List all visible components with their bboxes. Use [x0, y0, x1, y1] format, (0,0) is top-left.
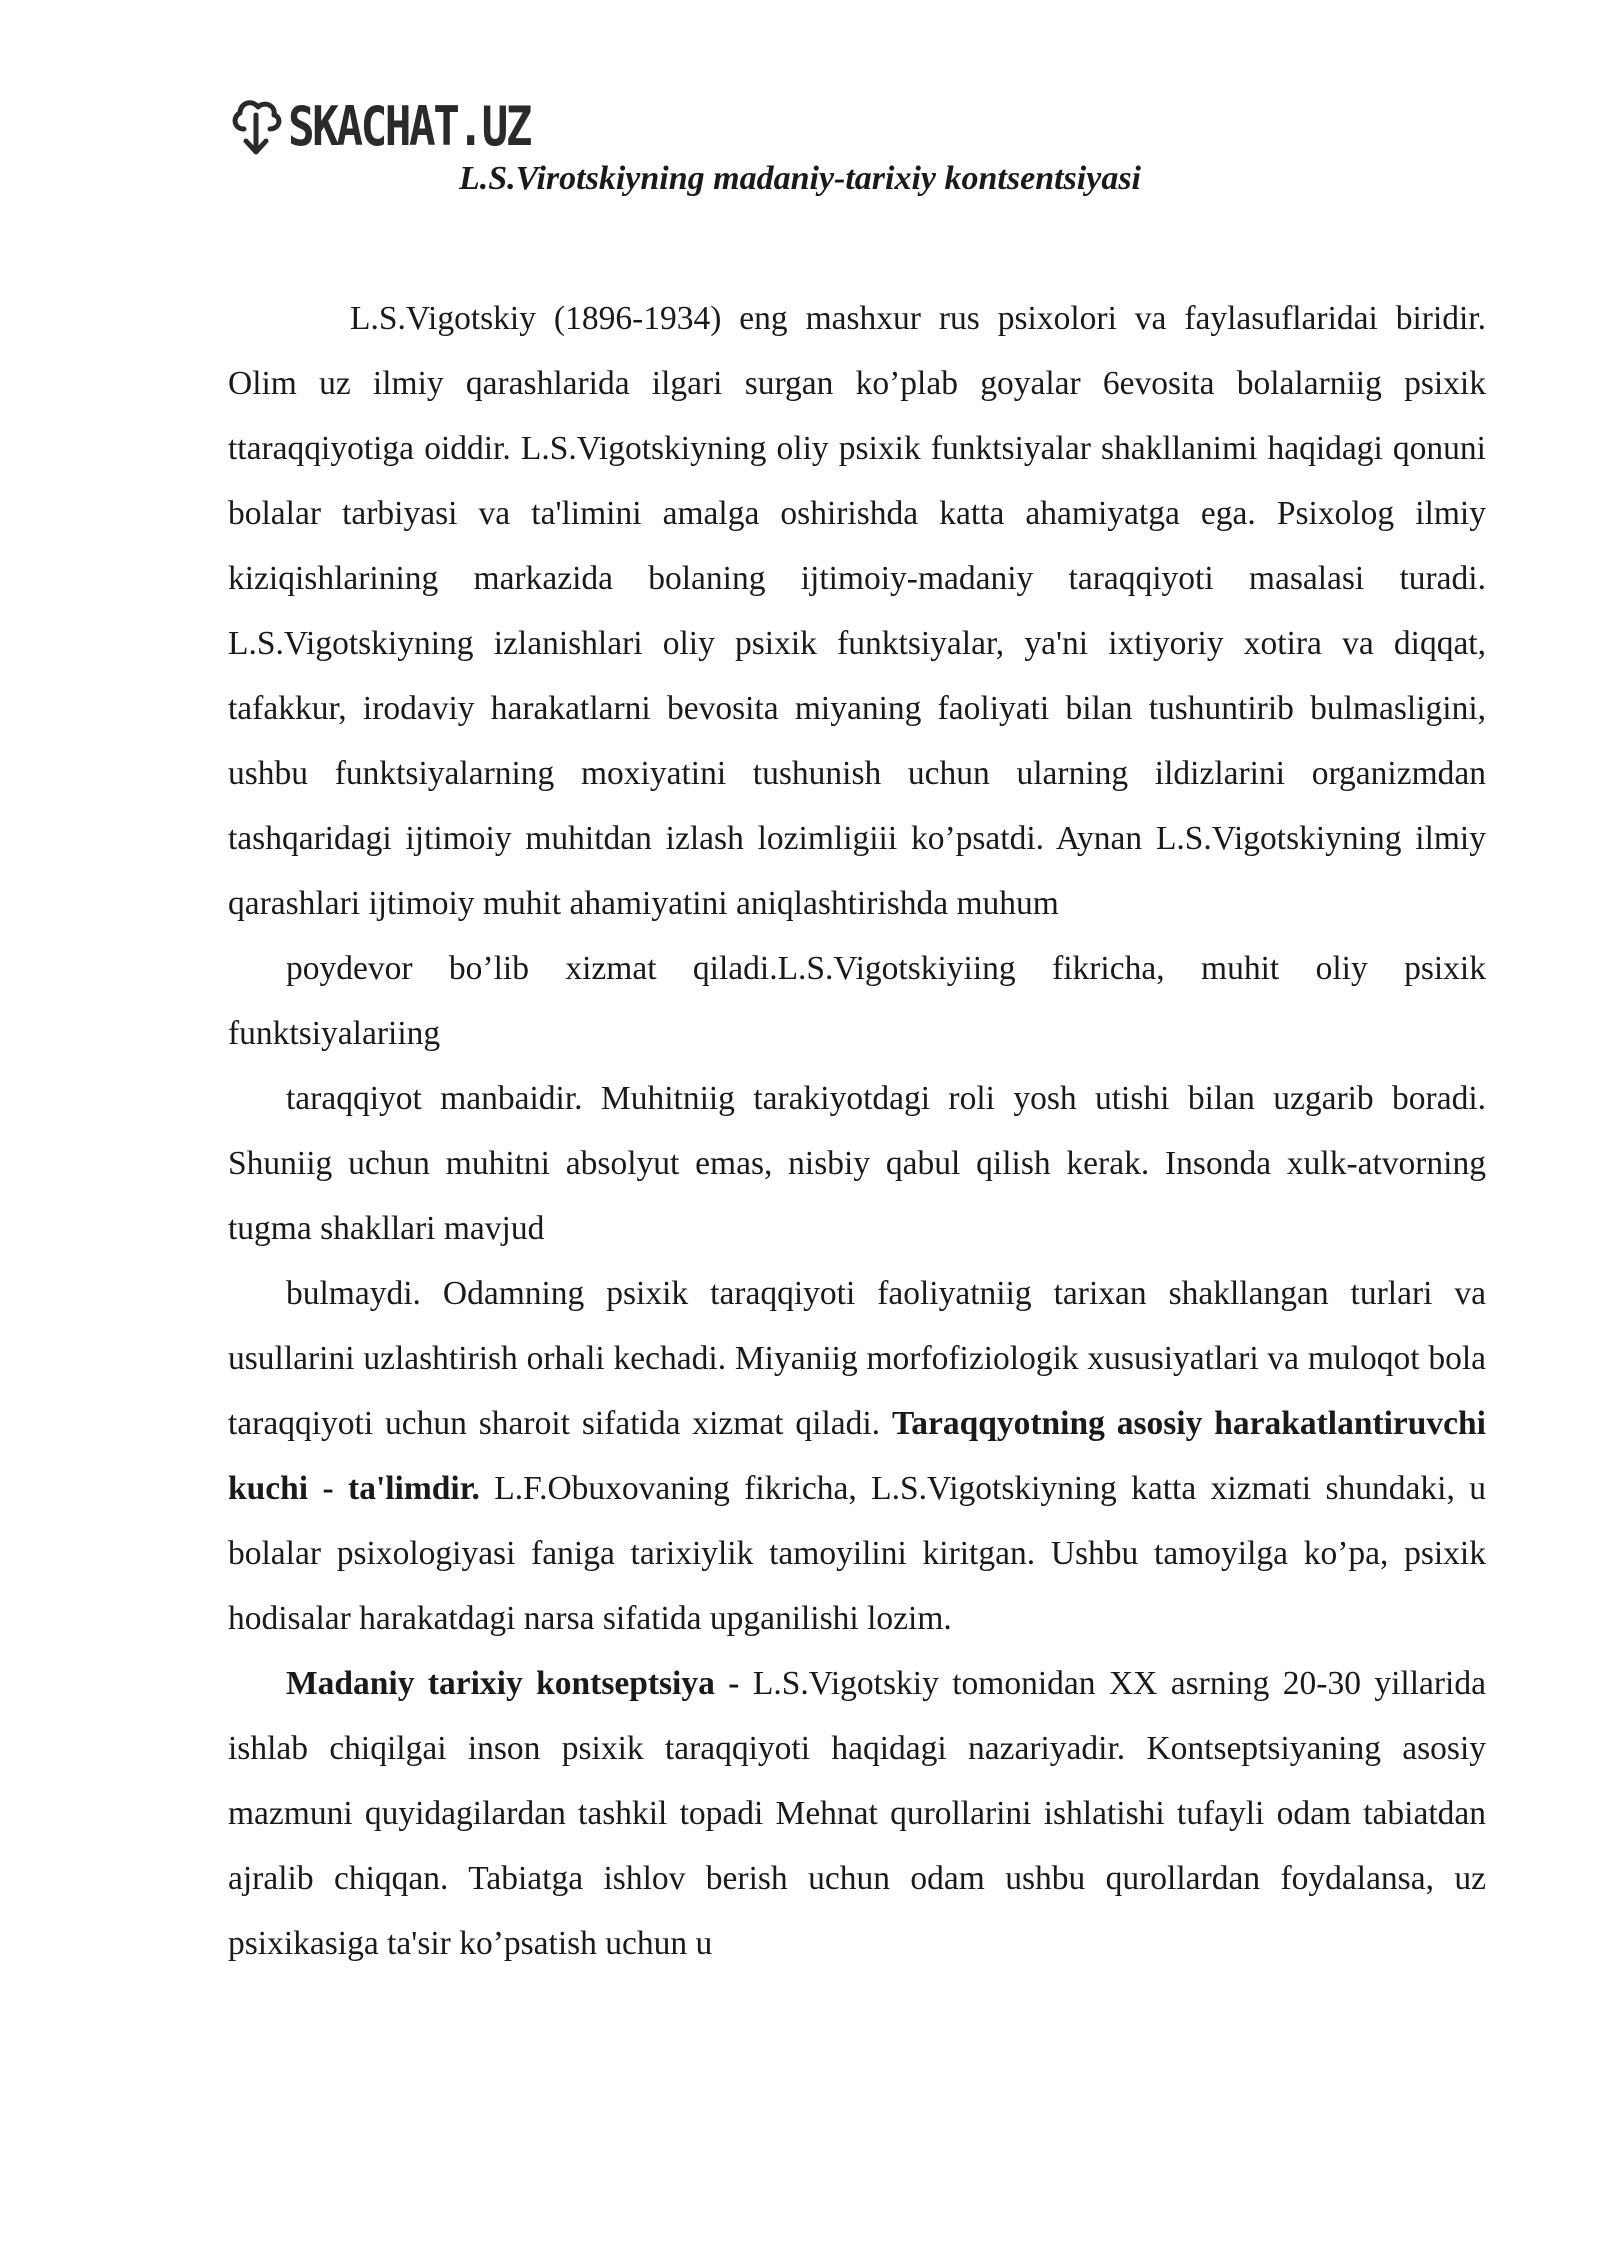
paragraph-3: taraqqiyot manbaidir. Muhitniig tarakiyotdagi roli yosh utishi bilan uzgarib boradi. Shuniig uchun muhitni absolyut emas, nisbiy qabul qilish kerak. Insonda xulk-atvorning tugma shakllari mavjud [228, 1080, 1486, 1247]
paragraph-5 [228, 1651, 1486, 1976]
site-logo[interactable] [230, 92, 583, 162]
paragraph-4-bold: Taraqqyotning asosiy harakatlantiruvchi kuchi - ta'limdir. [228, 1405, 1486, 1507]
document-title: L.S.Virotskiyning madaniy-tarixiy kontsentsiyasi [459, 160, 1141, 197]
paragraph-5-text: L.S.Vigotskiy tomonidan XX asrning 20-30 yillarida ishlab chiqilgai inson psixik taraqqiyoti haqidagi nazariyadir. Kontseptsiyaning asosiy mazmuni quyidagilardan tashkil topadi Mehnat qurollarini ishlatishi tufayli odam tabiatdan ajralib chiqqan. Tabiatga ishlov berish uchun odam ushbu qurollardan foydalansa, uz psixikasiga ta'sir ko’psatish uchun u [228, 1665, 1486, 1962]
logo-text: SKACHAT.UZ [288, 95, 530, 158]
paragraph-4-text-b: L.F.Obuxovaning fikricha, L.S.Vigotskiyning katta xizmati shundaki, u bolalar psixologiyasi faniga tarixiylik tamoyilini kiritgan. Ushbu tamoyilga ko’pa, psixik hodisalar harakatdagi narsa sifatida upganilishi lozim. [228, 1470, 1486, 1637]
paragraph-4-text-a: bulmaydi. Odamning psixik taraqqiyoti faoliyatniig tarixan shakllangan turlari va usullarini uzlashtirish orhali kechadi. Miyaniig morfofiziologik xususiyatlari va muloqot bola taraqqiyoti uchun sharoit sifatida xizmat qiladi. [228, 1275, 1486, 1442]
paragraph-2: poydevor bo’lib xizmat qiladi.L.S.Vigotskiyiing fikricha, muhit oliy psixik funktsiyalariing [228, 950, 1486, 1052]
document-body [228, 286, 1486, 1976]
paragraph-5-bold: Madaniy tarixiy kontseptsiya - [286, 1665, 740, 1702]
paragraph-4 [228, 1261, 1486, 1651]
paragraph-1: L.S.Vigotskiy (1896-1934) eng mashxur rus psixolori va faylasuflaridai biridir. Olim uz ilmiy qarashlarida ilgari surgan ko’plab goyalar 6evosita bolalarniig psixik ttaraqqiyotiga oiddir. L.S.Vigotskiyning oliy psixik funktsiyalar shakllanimi haqidagi qonuni bolalar tarbiyasi va ta'limini amalga oshirishda katta ahamiyatga ega. Psixolog ilmiy kiziqishlarining markazida bolaning ijtimoiy-madaniy taraqqiyoti masalasi turadi. L.S.Vigotskiyning izlanishlari oliy psixik funktsiyalar, ya'ni ixtiyoriy xotira va diqqat, tafakkur, irodaviy harakatlarni bevosita miyaning faoliyati bilan tushuntirib bulmasligini, ushbu funktsiyalarning moxiyatini tushunish uchun ularning ildizlarini organizmdan tashqaridagi ijtimoiy muhitdan izlash lozimligiii ko’psatdi. Aynan L.S.Vigotskiyning ilmiy qarashlari ijtimoiy muhit ahamiyatini aniqlashtirishda muhum [228, 300, 1486, 922]
download-cloud-icon [230, 95, 282, 159]
